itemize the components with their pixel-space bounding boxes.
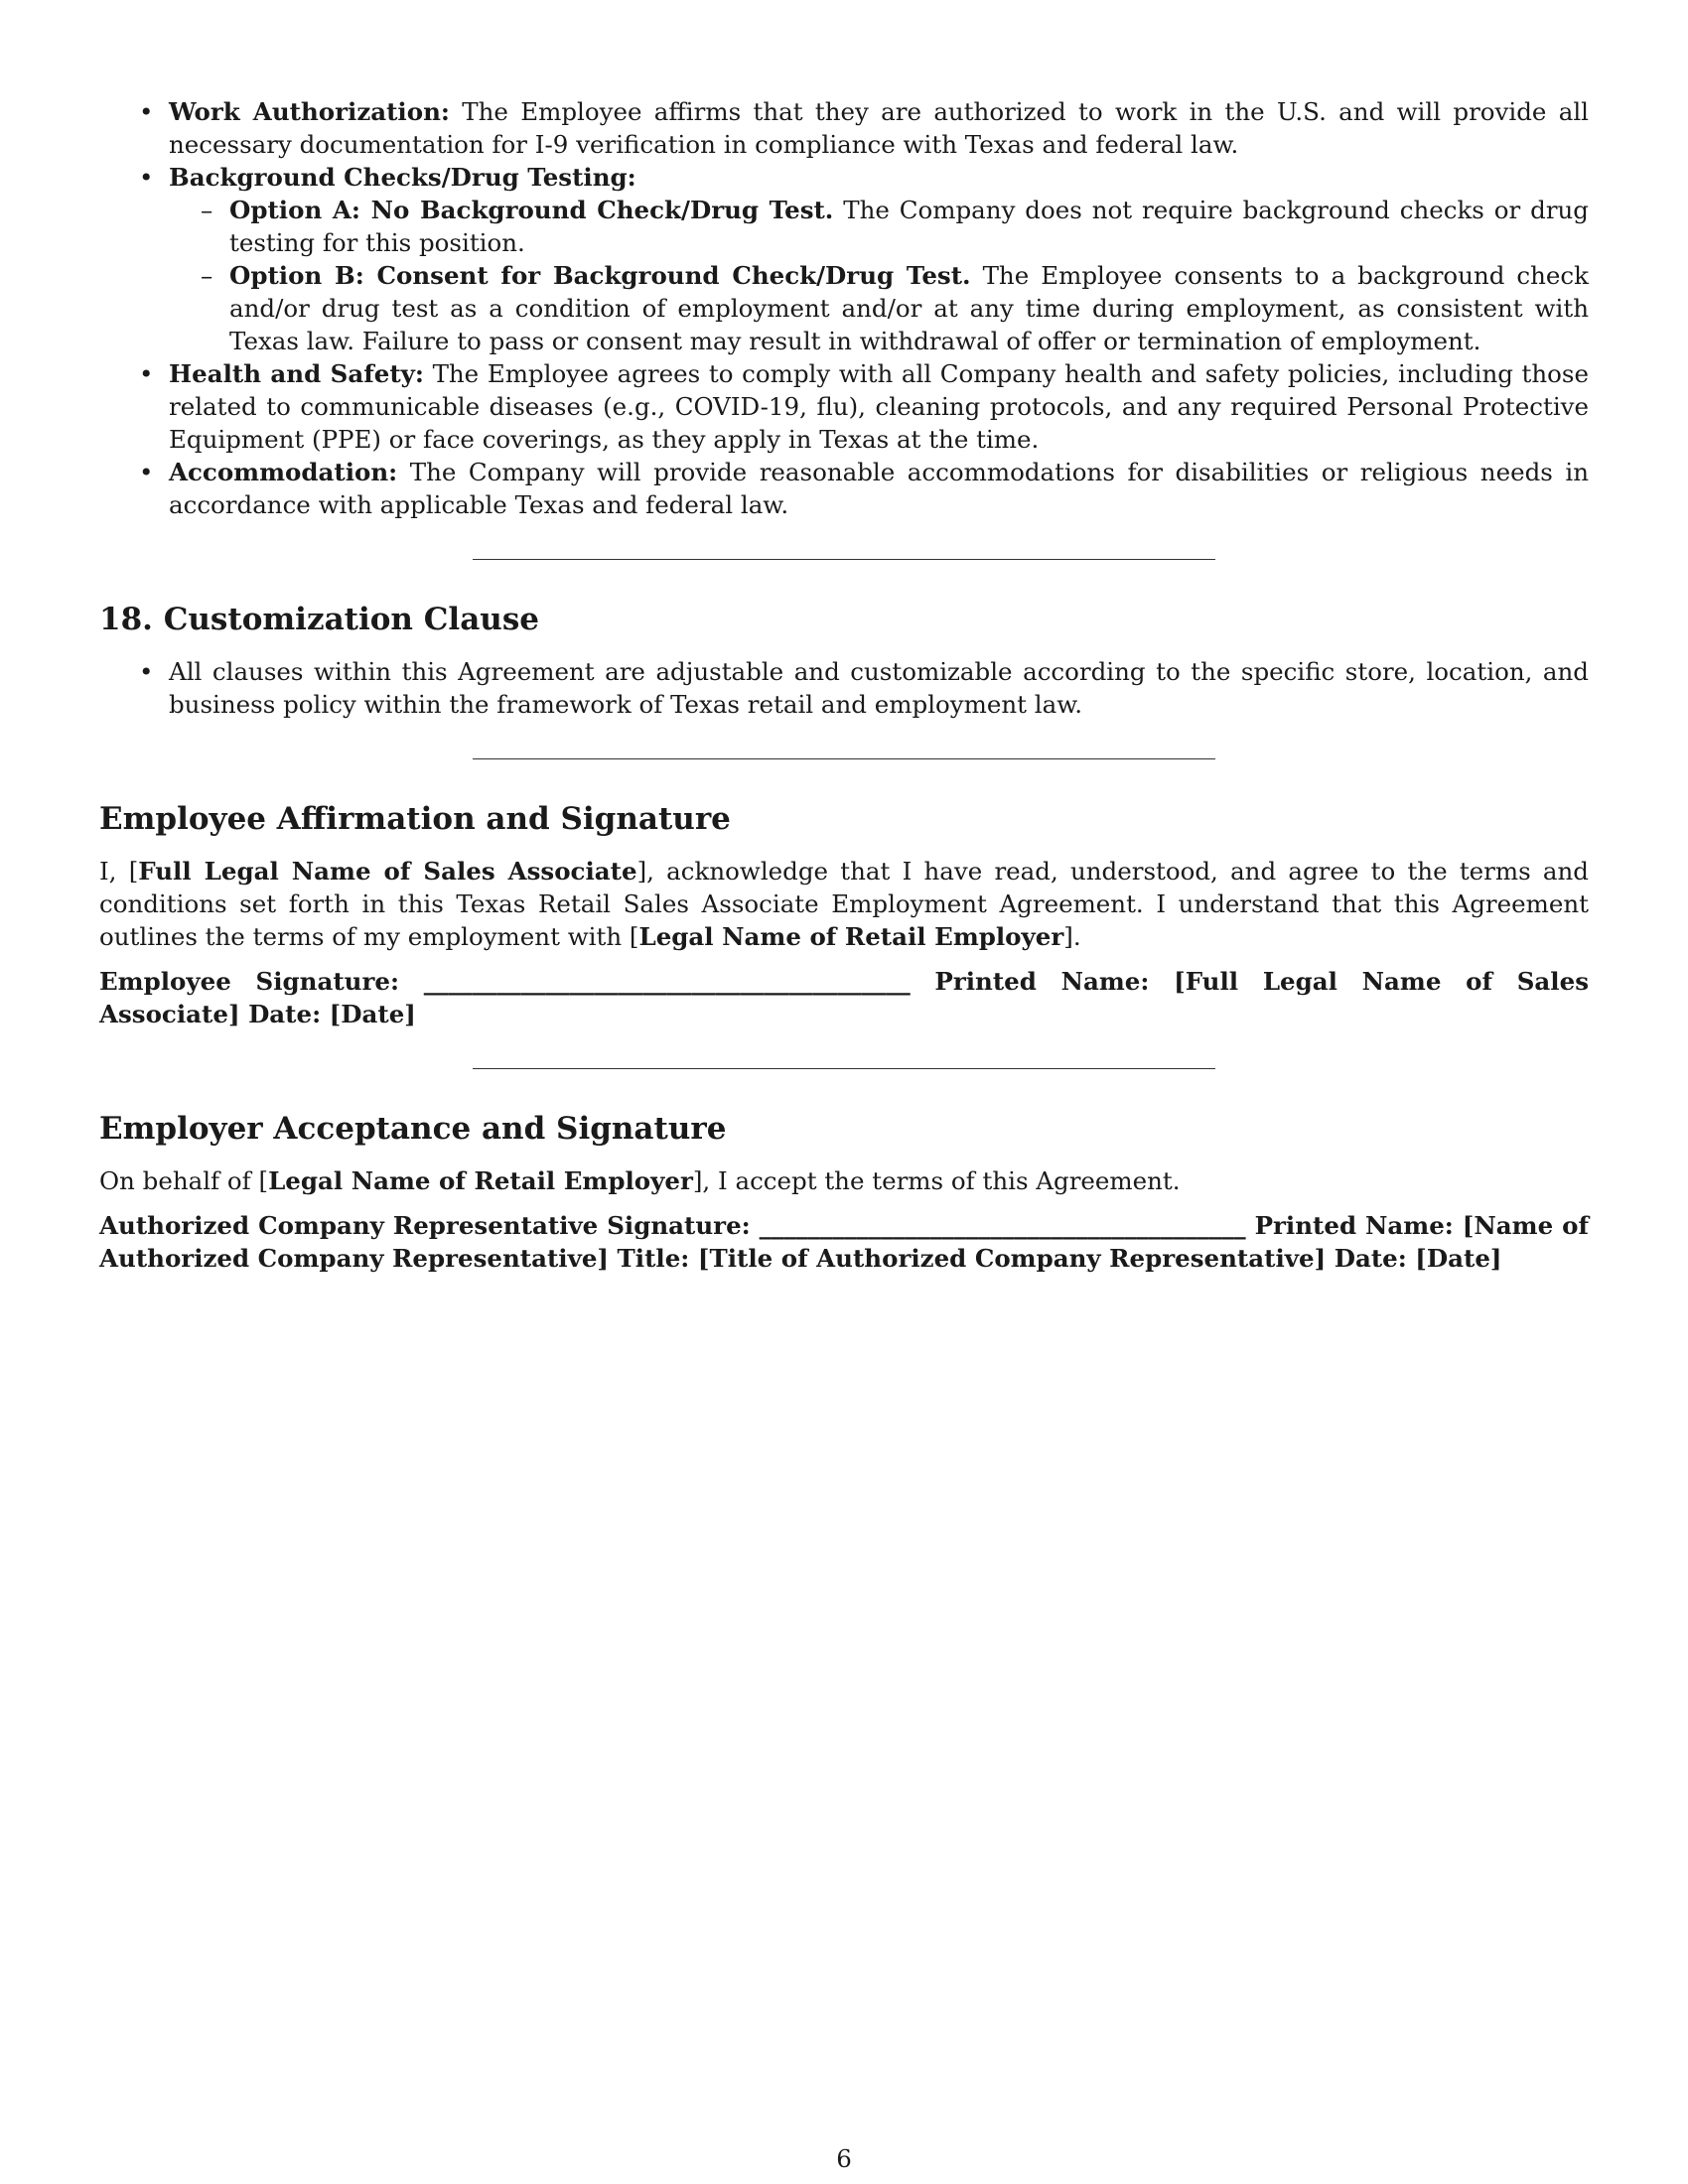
work-authorization-text: The Employee affirms that they are authorized to work in the U.S. and will provide all necessary documentation for I-9 verification in compliance with Texas and federal law.: [169, 97, 1589, 159]
option-a-text: The Company does not require background checks or drug testing for this position.: [229, 196, 1589, 257]
employer-p-start: On behalf of [: [99, 1166, 269, 1195]
employee-p-end: ].: [1063, 922, 1081, 951]
option-a-item: [169, 194, 1589, 259]
accommodation-label: Accommodation:: [169, 458, 398, 486]
employee-affirmation-paragraph: [99, 855, 1589, 953]
page-number: 6: [836, 2144, 852, 2173]
employee-p-start: I, [: [99, 857, 139, 886]
health-safety-label: Health and Safety:: [169, 359, 424, 388]
health-safety-text: The Employee agrees to comply with all Company health and safety policies, including those related to communicable diseases (e.g., COVID-19, flu), cleaning protocols, and any required Personal Protective Equipment (PPE) or face coverings, as they apply in Texas at the time.: [169, 359, 1589, 454]
employer-acceptance-heading: Employer Acceptance and Signature: [99, 1111, 727, 1147]
list-item-accommodation: [99, 456, 1589, 521]
option-b-text: The Employee consents to a background check and/or drug test as a condition of employment and/or at any time during employment, as consistent with Texas law. Failure to pass or consent may result in withdrawal of offer or termination of employment.: [229, 261, 1590, 355]
background-checks-label: Background Checks/Drug Testing:: [169, 163, 636, 192]
accommodation-text: The Company will provide reasonable accommodations for disabilities or religious needs in accordance with applicable Texas and federal law.: [169, 458, 1589, 519]
background-options-list: [169, 194, 1589, 357]
section-18-heading: 18. Customization Clause: [99, 602, 540, 637]
option-b-label: Option B: Consent for Background Check/Drug Test.: [229, 261, 971, 290]
employee-signature-line: Employee Signature: ________________________________________ Printed Name: [Full Legal Name of Sales Associate] Date: [Date]: [99, 967, 1589, 1028]
employer-signature-line: Authorized Company Representative Signature: ________________________________________ Printed Name: [Name of Authorized Company Representative] Title: [Title of Authorized Company Representative] Date: [Date]: [99, 1211, 1589, 1273]
option-b-item: [169, 259, 1589, 357]
employer-name-placeholder: Legal Name of Retail Employer: [638, 922, 1064, 951]
option-a-label: Option A: No Background Check/Drug Test.: [229, 196, 834, 224]
section-divider: [473, 758, 1215, 759]
employer-p-end: ], I accept the terms of this Agreement.: [692, 1166, 1181, 1195]
section-divider: [473, 1068, 1215, 1069]
employer-name-placeholder: Legal Name of Retail Employer: [268, 1166, 693, 1195]
section-divider: [473, 559, 1215, 560]
customization-item: • All clauses within this Agreement are adjustable and customizable according to the specific store, location, and business policy within the framework of Texas retail and employment law.: [99, 655, 1589, 721]
list-item-work-authorization: [99, 95, 1589, 161]
document-page: [99, 95, 1589, 1275]
employee-name-placeholder: Full Legal Name of Sales Associate: [138, 857, 637, 886]
list-item-background-checks: [99, 161, 1589, 357]
list-item-health-safety: [99, 357, 1589, 456]
customization-list: [99, 655, 1589, 721]
employer-acceptance-paragraph: [99, 1164, 1589, 1197]
work-authorization-label: Work Authorization:: [169, 97, 450, 126]
employee-affirmation-heading: Employee Affirmation and Signature: [99, 801, 731, 837]
terms-list: [99, 95, 1589, 521]
employee-p-mid: ], acknowledge that I have read, understood, and agree to the terms and conditions set forth in this Texas Retail Sales Associate Employment Agreement. I understand that this Agreement outlines the terms of my employment with [: [99, 857, 1589, 951]
